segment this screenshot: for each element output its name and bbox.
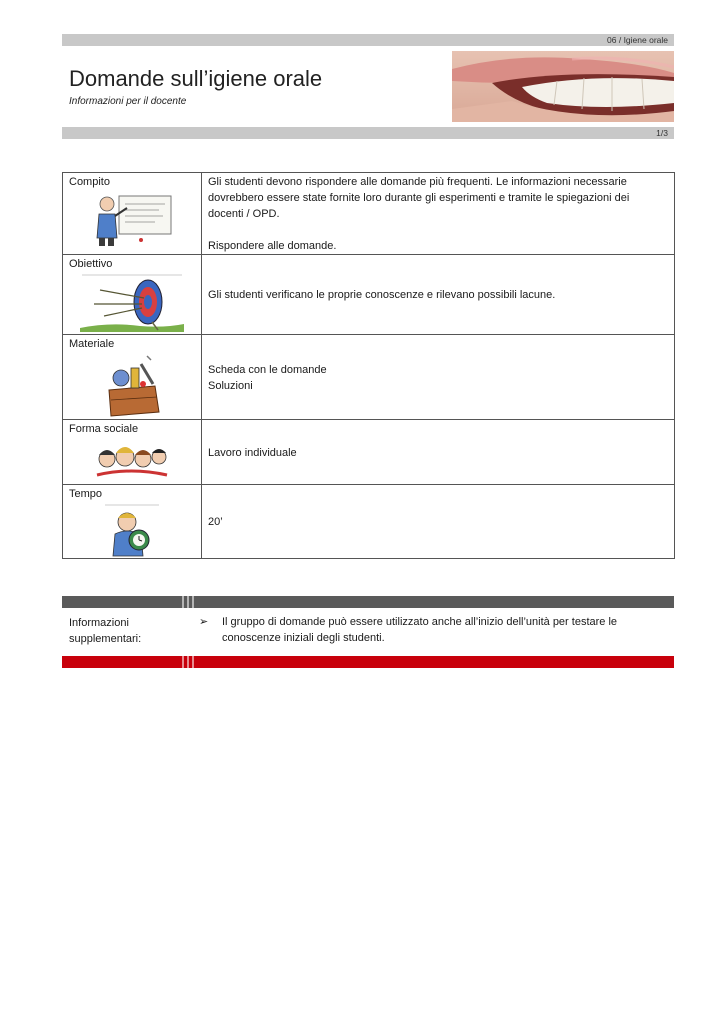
extra-info-line-1: Il gruppo di domande può essere utilizzato anche all’inizio dell’unità per testare le <box>222 616 618 628</box>
extra-info-label-line-2: supplementari: <box>69 633 142 645</box>
task-line-1: Gli studenti devono rispondere alle domande più frequenti. Le informazioni necessarie <box>208 176 627 188</box>
group-of-people-illustration <box>95 439 169 479</box>
info-top-band <box>62 596 674 608</box>
row-value-cell <box>202 420 675 485</box>
header-section-bar <box>62 34 674 46</box>
time-text: 20’ <box>208 515 223 528</box>
page-number-bar <box>62 127 674 139</box>
table-row <box>63 255 675 335</box>
table-row <box>63 335 675 420</box>
extra-info-line-2: conoscenze iniziali degli studenti. <box>222 632 385 644</box>
section-label: 06 / Igiene orale <box>607 35 668 45</box>
row-label: Forma sociale <box>69 423 139 435</box>
row-label: Obiettivo <box>69 258 113 270</box>
table-row <box>63 173 675 255</box>
info-bottom-band <box>62 656 674 668</box>
task-line-5: Rispondere alle domande. <box>208 240 337 252</box>
page-subtitle: Informazioni per il docente <box>69 96 187 107</box>
row-label: Tempo <box>69 488 103 500</box>
material-line-2: Soluzioni <box>208 379 253 392</box>
teacher-at-whiteboard-illustration <box>89 192 175 248</box>
task-line-2: dovrebbero essere state fornite loro durante gli esperimenti e tramite le spiegazioni dei <box>208 192 630 204</box>
page-number: 1/3 <box>656 128 668 138</box>
row-label-cell <box>63 173 202 255</box>
target-with-arrows-illustration <box>80 274 184 332</box>
table-row <box>63 485 675 559</box>
row-value-cell <box>202 173 675 255</box>
toolbox-illustration <box>97 354 167 418</box>
person-with-clock-illustration <box>105 504 159 558</box>
row-value-cell <box>202 255 675 335</box>
smiling-mouth-photo <box>452 51 674 122</box>
row-label-cell <box>63 335 202 420</box>
extra-info-label <box>69 615 169 647</box>
objective-text: Gli studenti verificano le proprie conoscenze e rilevano possibili lacune. <box>208 289 556 301</box>
page-title: Domande sull’igiene orale <box>69 66 323 91</box>
row-label: Materiale <box>69 338 115 350</box>
task-line-3: docenti / OPD. <box>208 208 280 220</box>
social-form-text: Lavoro individuale <box>208 446 297 459</box>
table-row <box>63 420 675 485</box>
row-value-cell <box>202 485 675 559</box>
arrow-bullet-icon: ➢ <box>199 616 209 628</box>
row-label-cell <box>63 420 202 485</box>
row-value-cell <box>202 335 675 420</box>
extra-info-text <box>222 614 662 646</box>
extra-info-label-line-1: Informazioni <box>69 617 129 629</box>
material-line-1: Scheda con le domande <box>208 363 327 376</box>
blank-line <box>208 222 668 238</box>
row-label-cell <box>63 485 202 559</box>
row-label-cell <box>63 255 202 335</box>
activity-info-table <box>62 172 675 559</box>
row-label: Compito <box>69 176 110 188</box>
